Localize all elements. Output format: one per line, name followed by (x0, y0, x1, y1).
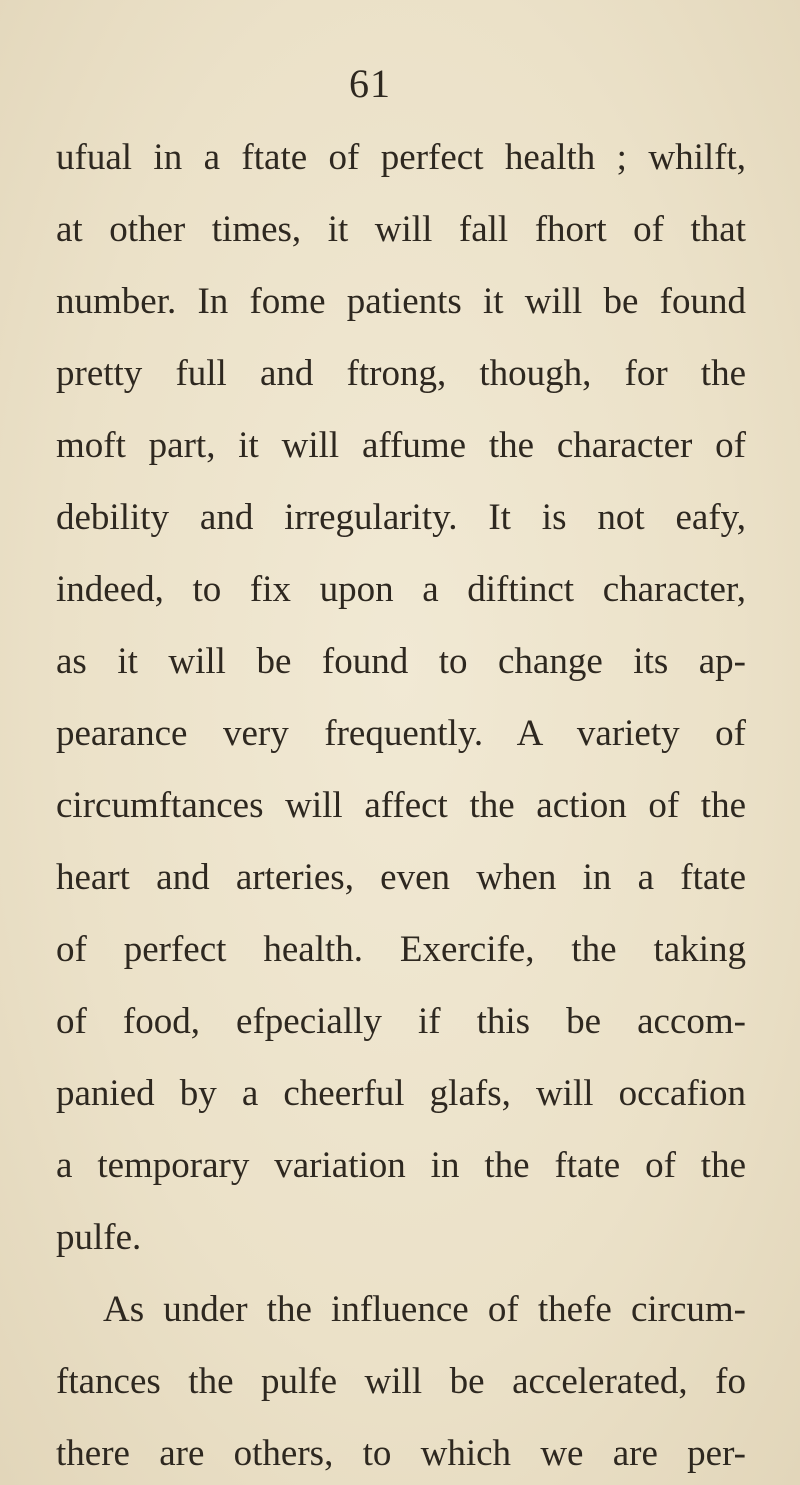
text-line: ufual in a ftate of perfect health ; whilft, (56, 137, 746, 178)
text-line: as it will be found to change its ap- (56, 641, 746, 682)
text-line: pulfe. (56, 1217, 142, 1258)
text-line: number. In fome patients it will be found (56, 281, 746, 322)
text-line: As under the influence of thefe circum- (103, 1289, 746, 1330)
text-line: pretty full and ftrong, though, for the (56, 353, 746, 394)
text-line: ftances the pulfe will be accelerated, fo (56, 1361, 746, 1402)
page-number: 61 (349, 61, 391, 106)
text-line: there are others, to which we are per- (56, 1433, 746, 1474)
text-line: indeed, to fix upon a diftinct character, (56, 569, 746, 610)
text-line: debility and irregularity. It is not eafy, (56, 497, 746, 538)
text-line: heart and arteries, even when in a ftate (56, 857, 746, 898)
text-line: of perfect health. Exercife, the taking (56, 929, 746, 970)
text-line: circumftances will affect the action of the (56, 785, 746, 826)
text-line: at other times, it will fall fhort of that (56, 209, 746, 250)
text-line: panied by a cheerful glafs, will occafion (56, 1073, 746, 1114)
text-line: moft part, it will affume the character of (56, 425, 746, 466)
text-line: a temporary variation in the ftate of the (56, 1145, 746, 1186)
text-line: of food, efpecially if this be accom- (56, 1001, 746, 1042)
text-line: pearance very frequently. A variety of (56, 713, 746, 754)
